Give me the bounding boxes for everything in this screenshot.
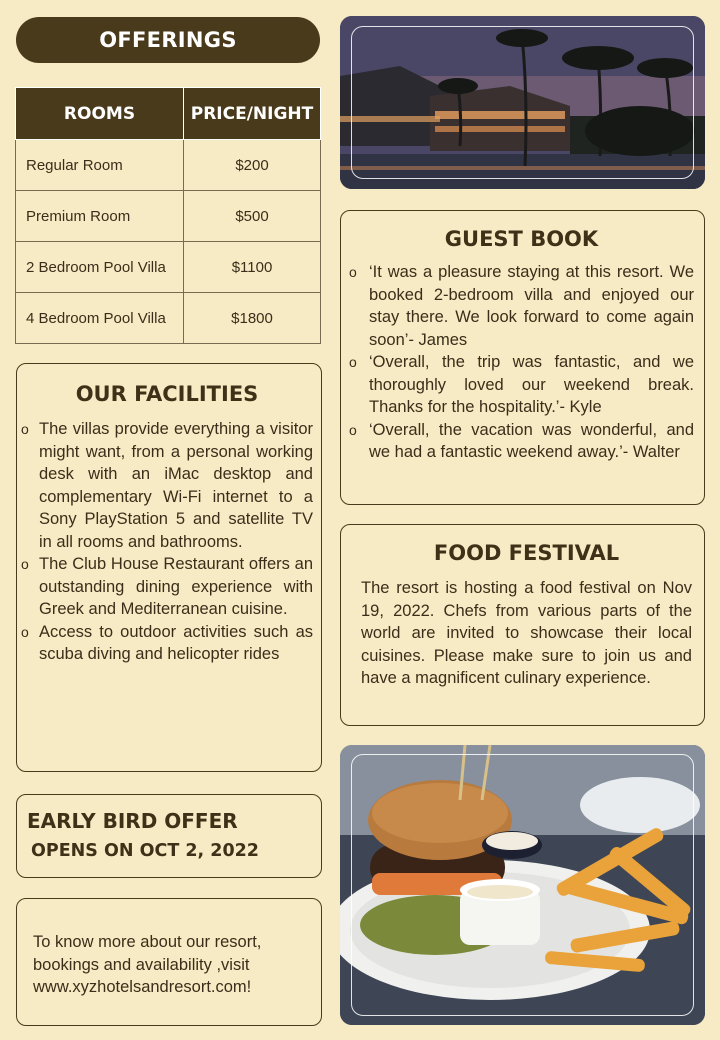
room-price: $1800 [184, 293, 321, 344]
list-item [21, 553, 313, 621]
guest-book-list [349, 261, 694, 464]
table-row [16, 293, 321, 344]
guest-review-text: ‘Overall, the trip was fantastic, and we thoroughly loved our weekend break. Thanks for the hospitality.’- Kyle [369, 353, 694, 416]
facility-text: The villas provide everything a visitor might want, from a personal working desk with an iMac desktop and complementary Wi-Fi internet to a Sony PlayStation 5 and satellite TV in all rooms and bathrooms. [39, 420, 313, 551]
early-bird-card [16, 794, 322, 878]
food-festival-card [340, 524, 705, 726]
table-row [16, 191, 321, 242]
table-row [16, 242, 321, 293]
facility-text: The Club House Restaurant offers an outstanding dining experience with Greek and Mediterranean cuisine. [39, 555, 313, 618]
bullet-icon: o [21, 421, 29, 437]
offerings-title: OFFERINGS [99, 28, 237, 52]
room-name: Premium Room [16, 191, 184, 242]
facilities-card [16, 363, 322, 772]
early-bird-title: EARLY BIRD OFFER [27, 809, 238, 833]
table-row [16, 140, 321, 191]
room-price: $200 [184, 140, 321, 191]
facilities-title: OUR FACILITIES [75, 382, 259, 406]
burger-fries-photo [340, 745, 705, 1025]
guest-book-title: GUEST BOOK [444, 227, 599, 251]
table-header-row [16, 88, 321, 140]
early-bird-date: OPENS ON OCT 2, 2022 [31, 841, 259, 861]
room-name: 4 Bedroom Pool Villa [16, 293, 184, 344]
photo-frame [351, 26, 694, 179]
list-item [21, 418, 313, 553]
food-festival-text: The resort is hosting a food festival on Nov 19, 2022. Chefs from various parts of the world are invited to showcase their local cuisines. Please make sure to join us and have a magnificent culinary experience. [361, 579, 692, 687]
room-price: $1100 [184, 242, 321, 293]
contact-text: To know more about our resort, bookings and availability ,visit www.xyzhotelsandresort.com! [33, 933, 262, 996]
list-item [349, 261, 694, 351]
list-item [349, 351, 694, 419]
contact-card [16, 898, 322, 1026]
guest-book-card [340, 210, 705, 505]
bullet-icon: o [349, 421, 357, 438]
bullet-icon: o [21, 556, 29, 572]
bullet-icon: o [21, 623, 29, 640]
photo-frame [351, 754, 694, 1016]
room-price: $500 [184, 191, 321, 242]
list-item [21, 621, 313, 666]
facility-text: Access to outdoor activities such as scuba diving and helicopter rides [39, 622, 313, 663]
guest-review-text: ‘Overall, the vacation was wonderful, and we had a fantastic weekend away.’- Walter [369, 420, 694, 461]
bullet-icon: o [349, 354, 357, 370]
rooms-price-table [15, 87, 321, 344]
offerings-header [16, 17, 320, 63]
resort-night-photo [340, 16, 705, 189]
room-name: 2 Bedroom Pool Villa [16, 242, 184, 293]
column-header-price: PRICE/NIGHT [184, 88, 321, 140]
facilities-list [21, 418, 313, 666]
bullet-icon: o [349, 264, 357, 280]
guest-review-text: ‘It was a pleasure staying at this resort. We booked 2-bedroom villa and enjoyed our stay there. We look forward to come again soon’- James [369, 263, 694, 349]
room-name: Regular Room [16, 140, 184, 191]
column-header-rooms: ROOMS [16, 88, 184, 140]
food-festival-title: FOOD FESTIVAL [433, 541, 620, 565]
list-item [349, 419, 694, 464]
